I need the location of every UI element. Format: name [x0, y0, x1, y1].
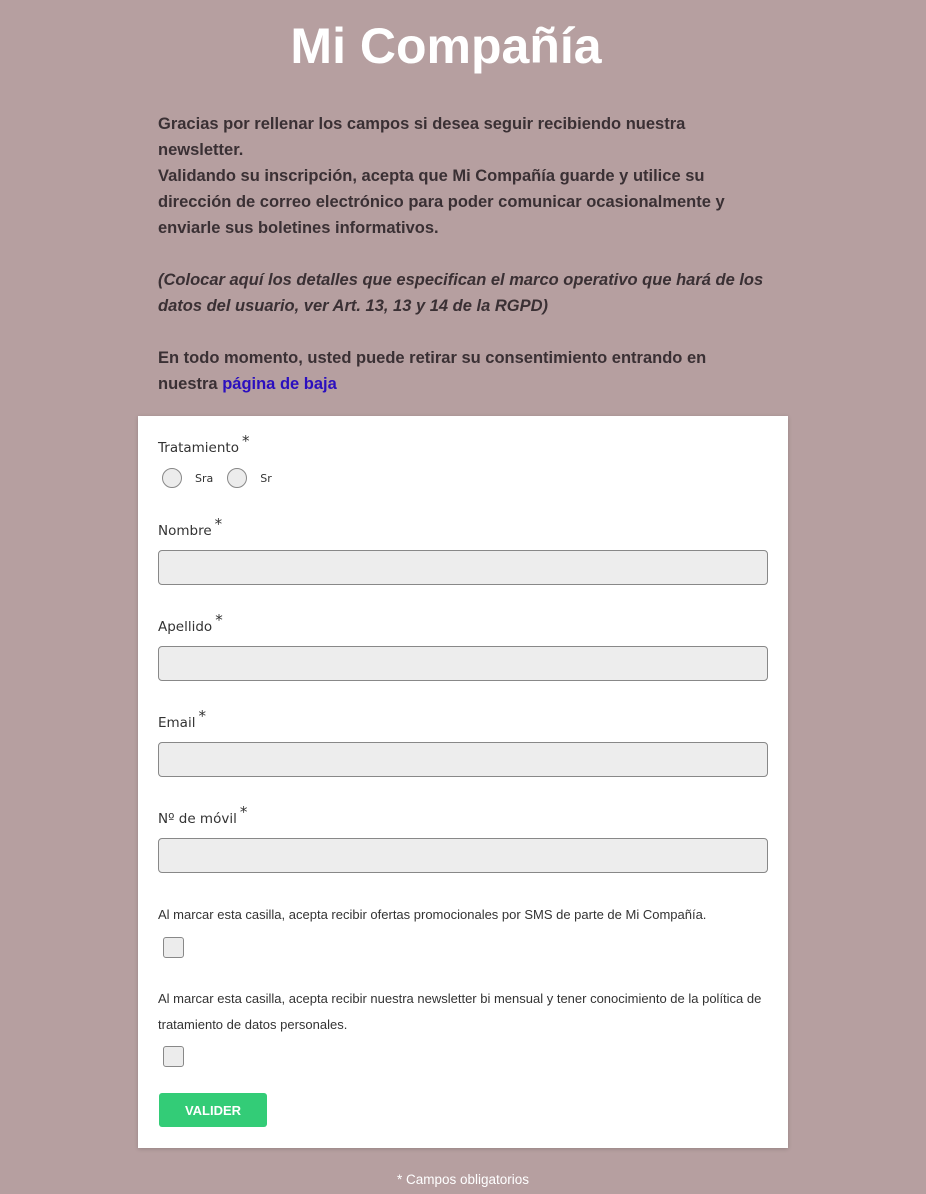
radio-sra-label[interactable]: Sra: [195, 471, 214, 485]
salutation-radio-group: [162, 468, 286, 488]
required-fields-note: * Campos obligatorios: [396, 1172, 530, 1187]
withdraw-text: En todo momento, usted puede retirar su consentimiento entrando en nuestra página de baja: [158, 349, 707, 393]
first-name-input[interactable]: [158, 550, 768, 585]
intro-thanks: Gracias por rellenar los campos si desea seguir recibiendo nuestra newsletter.: [158, 115, 686, 159]
radio-sra[interactable]: [162, 468, 182, 488]
sms-consent-text: Al marcar esta casilla, acepta recibir ofertas promocionales por SMS de parte de Mi Compañía.: [158, 907, 707, 922]
required-asterisk: *: [241, 432, 250, 450]
submit-button[interactable]: VALIDER: [159, 1093, 267, 1127]
newsletter-form: [138, 416, 788, 1148]
email-label: Email *: [158, 707, 206, 731]
newsletter-consent-checkbox[interactable]: [163, 1046, 184, 1067]
mobile-input[interactable]: [158, 838, 768, 873]
sms-consent-checkbox[interactable]: [163, 937, 184, 958]
intro-text: [158, 111, 768, 397]
salutation-label: Tratamiento *: [158, 432, 250, 456]
email-input[interactable]: [158, 742, 768, 777]
radio-sr-label[interactable]: Sr: [260, 471, 272, 485]
newsletter-consent-text: Al marcar esta casilla, acepta recibir nuestra newsletter bi mensual y tener conocimiento de la política de tratamiento de datos personales.: [158, 991, 762, 1032]
last-name-label: Apellido *: [158, 611, 223, 635]
legal-note: (Colocar aquí los detalles que especifican el marco operativo que hará de los datos del usuario, ver Art. 13, 13 y 14 de la RGPD): [158, 271, 764, 315]
intro-consent: Validando su inscripción, acepta que Mi Compañía guarde y utilice su dirección de correo electrónico para poder comunicar ocasionalmente y enviarle sus boletines informativos.: [158, 167, 725, 237]
unsubscribe-link[interactable]: página de baja: [222, 375, 337, 393]
first-name-label: Nombre *: [158, 515, 223, 539]
last-name-input[interactable]: [158, 646, 768, 681]
radio-sr[interactable]: [227, 468, 247, 488]
page-title: Mi Compañía: [290, 18, 602, 74]
mobile-label: Nº de móvil *: [158, 803, 248, 827]
